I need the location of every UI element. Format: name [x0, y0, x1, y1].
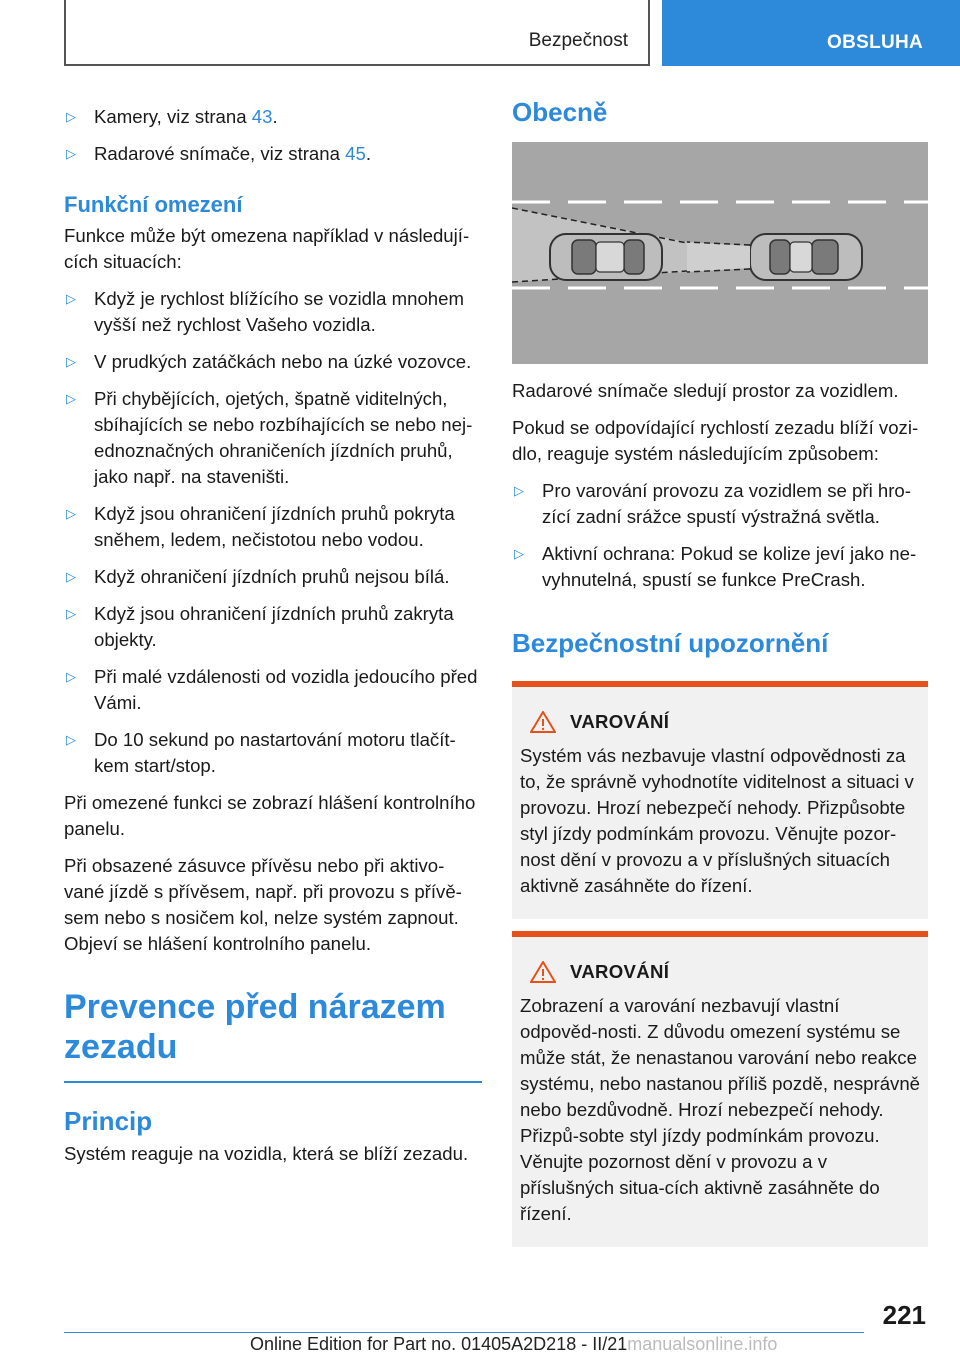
page-link[interactable]: 45 — [345, 143, 366, 164]
bullet-triangle-icon: ▷ — [66, 354, 76, 369]
bullet-triangle-icon: ▷ — [66, 291, 76, 306]
limit-item: ▷ Když jsou ohraničení jízdních pruhů zakryta objekty. — [66, 603, 454, 650]
bullet-triangle-icon: ▷ — [66, 146, 76, 161]
warning-text: Systém vás nezbavuje vlastní odpovědnosti za to, že správně vyhodnotíte viditelnost a situaci v provozu. Hrozí nebezpečí nehody. Přizpůsobte styl jízdy podmínkám provozu. Věnujte pozor‐nost dění v provozu a v příslušných situacích aktivně zasáhněte do řízení. — [520, 745, 914, 896]
warning-box — [512, 931, 928, 1247]
warning-text: Zobrazení a varování nezbavují vlastní odpověd‐nosti. Z důvodu omezení systému se může stát, že nenastanou varování nebo reakce systému, nebo nastanou příliš pozdě, nesprávně nebo bezdůvodně. Hrozí nebezpečí nehody. Přizpů‐sobte styl jízdy podmínkám provozu. Věnujte pozornost dění v provozu a v příslušných situa‐cích aktivně zasáhněte do řízení. — [520, 995, 921, 1224]
safety-heading: Bezpečnostní upozornění — [512, 628, 829, 658]
bullet-triangle-icon: ▷ — [66, 109, 76, 124]
limit-item: ▷ Když ohraničení jízdních pruhů nejsou bílá. — [64, 564, 482, 590]
limit-item: ▷ Do 10 sekund po nastartování motoru tlačít‐kem start/stop. — [66, 729, 456, 776]
limits-intro: Funkce může být omezena například v následují‐cích situacích: — [64, 225, 470, 272]
front-car — [750, 234, 862, 280]
ref-item: ▷ Kamery, viz strana 43. — [64, 104, 482, 130]
limit-item: ▷ Když je rychlost blížícího se vozidla mnohem vyšší než rychlost Vašeho vozidla. — [66, 288, 464, 335]
general-heading: Obecně — [512, 97, 608, 127]
rear-radar-illustration — [512, 142, 928, 364]
limits-heading: Funkční omezení — [64, 192, 243, 217]
warning-triangle-icon — [530, 711, 556, 733]
general-text: Pokud se odpovídající rychlostí zezadu blíží vozi‐dlo, reaguje systém následujícím způsobem: — [512, 417, 919, 464]
warning-title: VAROVÁNÍ — [570, 961, 670, 982]
footer-edition: Online Edition for Part no. 01405A2D218 - II/21manualsonline.info — [250, 1334, 778, 1354]
rear-car — [550, 234, 662, 280]
bullet-triangle-icon: ▷ — [66, 732, 76, 747]
main-heading: Prevence před nárazem zezadu — [64, 988, 446, 1066]
bullet-triangle-icon: ▷ — [66, 606, 76, 621]
bullet-triangle-icon: ▷ — [66, 391, 76, 406]
page-number: 221 — [882, 1300, 926, 1330]
limited-function-note: Při omezené funkci se zobrazí hlášení kontrolního panelu. — [64, 792, 476, 839]
figure-caption: Radarové snímače sledují prostor za vozidlem. — [512, 380, 899, 401]
footer-rule — [64, 1332, 864, 1333]
rear-radar-figure — [512, 142, 928, 364]
limit-item: ▷ Když jsou ohraničení jízdních pruhů pokryta sněhem, ledem, nečistotou nebo vodou. — [66, 503, 455, 550]
page-link[interactable]: 43 — [251, 106, 273, 127]
limit-item: ▷ Při malé vzdálenosti od vozidla jedoucího před Vámi. — [66, 666, 478, 713]
warning-title: VAROVÁNÍ — [570, 711, 670, 732]
right-column — [512, 97, 928, 1259]
reaction-item: ▷ Aktivní ochrana: Pokud se kolize jeví jako ne‐vyhnutelná, spustí se funkce PreCrash. — [514, 543, 917, 590]
heading-rule — [64, 1081, 482, 1083]
section-title: Bezpečnost — [528, 30, 628, 51]
chapter-tab[interactable] — [662, 0, 960, 66]
limit-item: ▷ V prudkých zatáčkách nebo na úzké vozovce. — [64, 349, 482, 375]
bullet-triangle-icon: ▷ — [514, 546, 524, 561]
limit-item: ▷ Při chybějících, ojetých, špatně viditelných, sbíhajících se nebo rozbíhajících se nebo nej‐ednoznačných ohraničeních jízdních pruhů, jako např. na staveništi. — [66, 388, 473, 487]
trailer-note: Při obsazené zásuvce přívěsu nebo při aktivo‐vané jízdě s přívěsem, např. při provozu s přívě‐sem nebo s nosičem kol, nelze systém zapnout. Objeví se hlášení kontrolního panelu. — [64, 855, 462, 954]
bullet-triangle-icon: ▷ — [66, 669, 76, 684]
left-column — [64, 104, 482, 1178]
ref-item: ▷ Radarové snímače, viz strana 45. — [64, 141, 482, 167]
reaction-item: ▷ Pro varování provozu za vozidlem se při hro‐zící zadní srážce spustí výstražná světla. — [514, 480, 911, 527]
bullet-triangle-icon: ▷ — [66, 506, 76, 521]
header-section-box — [64, 0, 650, 66]
principle-text: Systém reaguje na vozidla, která se blíží zezadu. — [64, 1143, 469, 1164]
warning-box — [512, 681, 928, 919]
watermark: manualsonline.info — [627, 1334, 778, 1354]
chapter-tab-label: OBSLUHA — [827, 32, 924, 53]
bullet-triangle-icon: ▷ — [66, 569, 76, 584]
principle-heading: Princip — [64, 1106, 153, 1136]
bullet-triangle-icon: ▷ — [514, 483, 524, 498]
warning-triangle-icon — [530, 961, 556, 983]
